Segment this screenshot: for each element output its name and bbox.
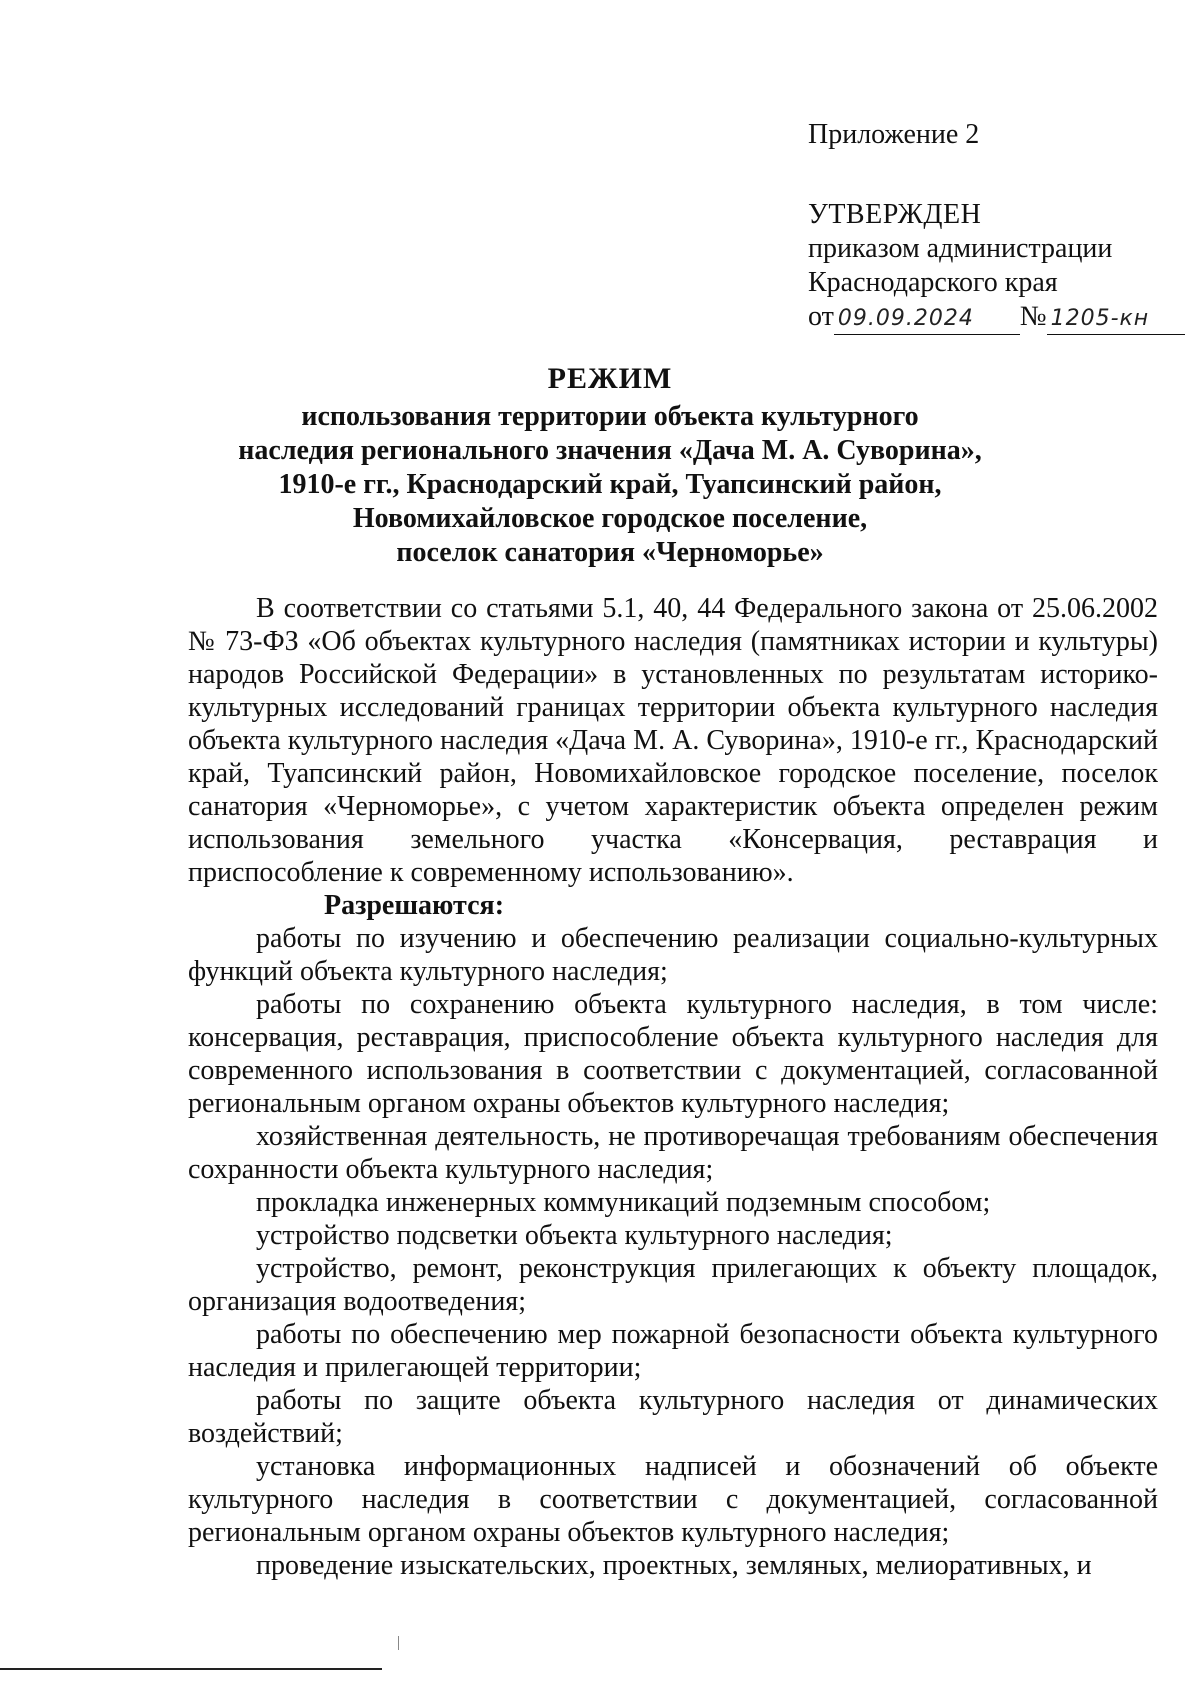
allowed-item: устройство, ремонт, реконструкция прилегающих к объекту площадок, организация водоотведения; [188, 1253, 1158, 1317]
allowed-item: работы по сохранению объекта культурного наследия, в том числе: консервация, реставрация, приспособление объекта культурного наследия для современного использования в соответствии с документацией, согласованной региональным органом охраны объектов культурного наследия; [188, 989, 1158, 1119]
allowed-item: работы по обеспечению мер пожарной безопасности объекта культурного наследия и прилегающей территории; [188, 1319, 1158, 1383]
allowed-item: устройство подсветки объекта культурного наследия; [256, 1220, 893, 1251]
handwritten-date: 09.09.2024 [834, 304, 1004, 335]
document-body [188, 592, 1158, 1582]
number-prefix: № [1019, 301, 1047, 332]
intro-paragraph: В соответствии со статьями 5.1, 40, 44 Федерального закона от 25.06.2002 № 73-ФЗ «Об объектах культурного наследия (памятниках истории и культуры) народов Российской Федерации» в установленных по результатам историко-культурных исследований границах территории объекта культурного наследия объекта культурного наследия «Дача М. А. Суворина», 1910-е гг., Краснодарский край, Туапсинский район, Новомихайловское городское поселение, поселок санатория «Черноморье», с учетом характеристик объекта определен режим использования земельного участка «Консервация, реставрация и приспособление к современному использованию». [188, 593, 1158, 888]
footer-divider [0, 1668, 382, 1670]
title-line-1: использования территории объекта культурного [301, 401, 919, 432]
approved-label: УТВЕРЖДЕН [808, 199, 982, 230]
allowed-item: работы по изучению и обеспечению реализации социально-культурных функций объекта культурного наследия; [188, 923, 1158, 987]
document-title-block [160, 362, 1060, 570]
title-line-5: поселок санатория «Черноморье» [396, 537, 824, 568]
underline-gap [1004, 304, 1020, 335]
allowed-item: прокладка инженерных коммуникаций подземным способом; [256, 1187, 991, 1218]
approval-header [808, 118, 1188, 335]
allowed-item: проведение изыскательских, проектных, земляных, мелиоративных, и [256, 1550, 1092, 1581]
approved-by-line-1: приказом администрации [808, 233, 1113, 264]
allowed-item: работы по защите объекта культурного наследия от динамических воздействий; [188, 1385, 1158, 1449]
order-date-number-line [808, 300, 1188, 335]
appendix-label: Приложение 2 [808, 119, 980, 150]
handwritten-number: 1205-кн [1047, 304, 1185, 335]
allowed-item: установка информационных надписей и обозначений об объекте культурного наследия в соответствии с документацией, согласованной региональным органом охраны объектов культурного наследия; [188, 1451, 1158, 1548]
date-prefix: от [808, 301, 834, 332]
scan-mark [398, 1636, 399, 1650]
title-line-2: наследия регионального значения «Дача М. А. Суворина», [238, 435, 982, 466]
title-line-3: 1910-е гг., Краснодарский край, Туапсинский район, [278, 469, 942, 500]
allowed-item: хозяйственная деятельность, не противоречащая требованиям обеспечения сохранности объекта культурного наследия; [188, 1121, 1158, 1185]
document-title: РЕЖИМ [547, 362, 673, 395]
title-line-4: Новомихайловское городское поселение, [352, 503, 868, 534]
allowed-heading: Разрешаются: [324, 890, 505, 921]
approved-by-line-2: Краснодарского края [808, 267, 1058, 298]
